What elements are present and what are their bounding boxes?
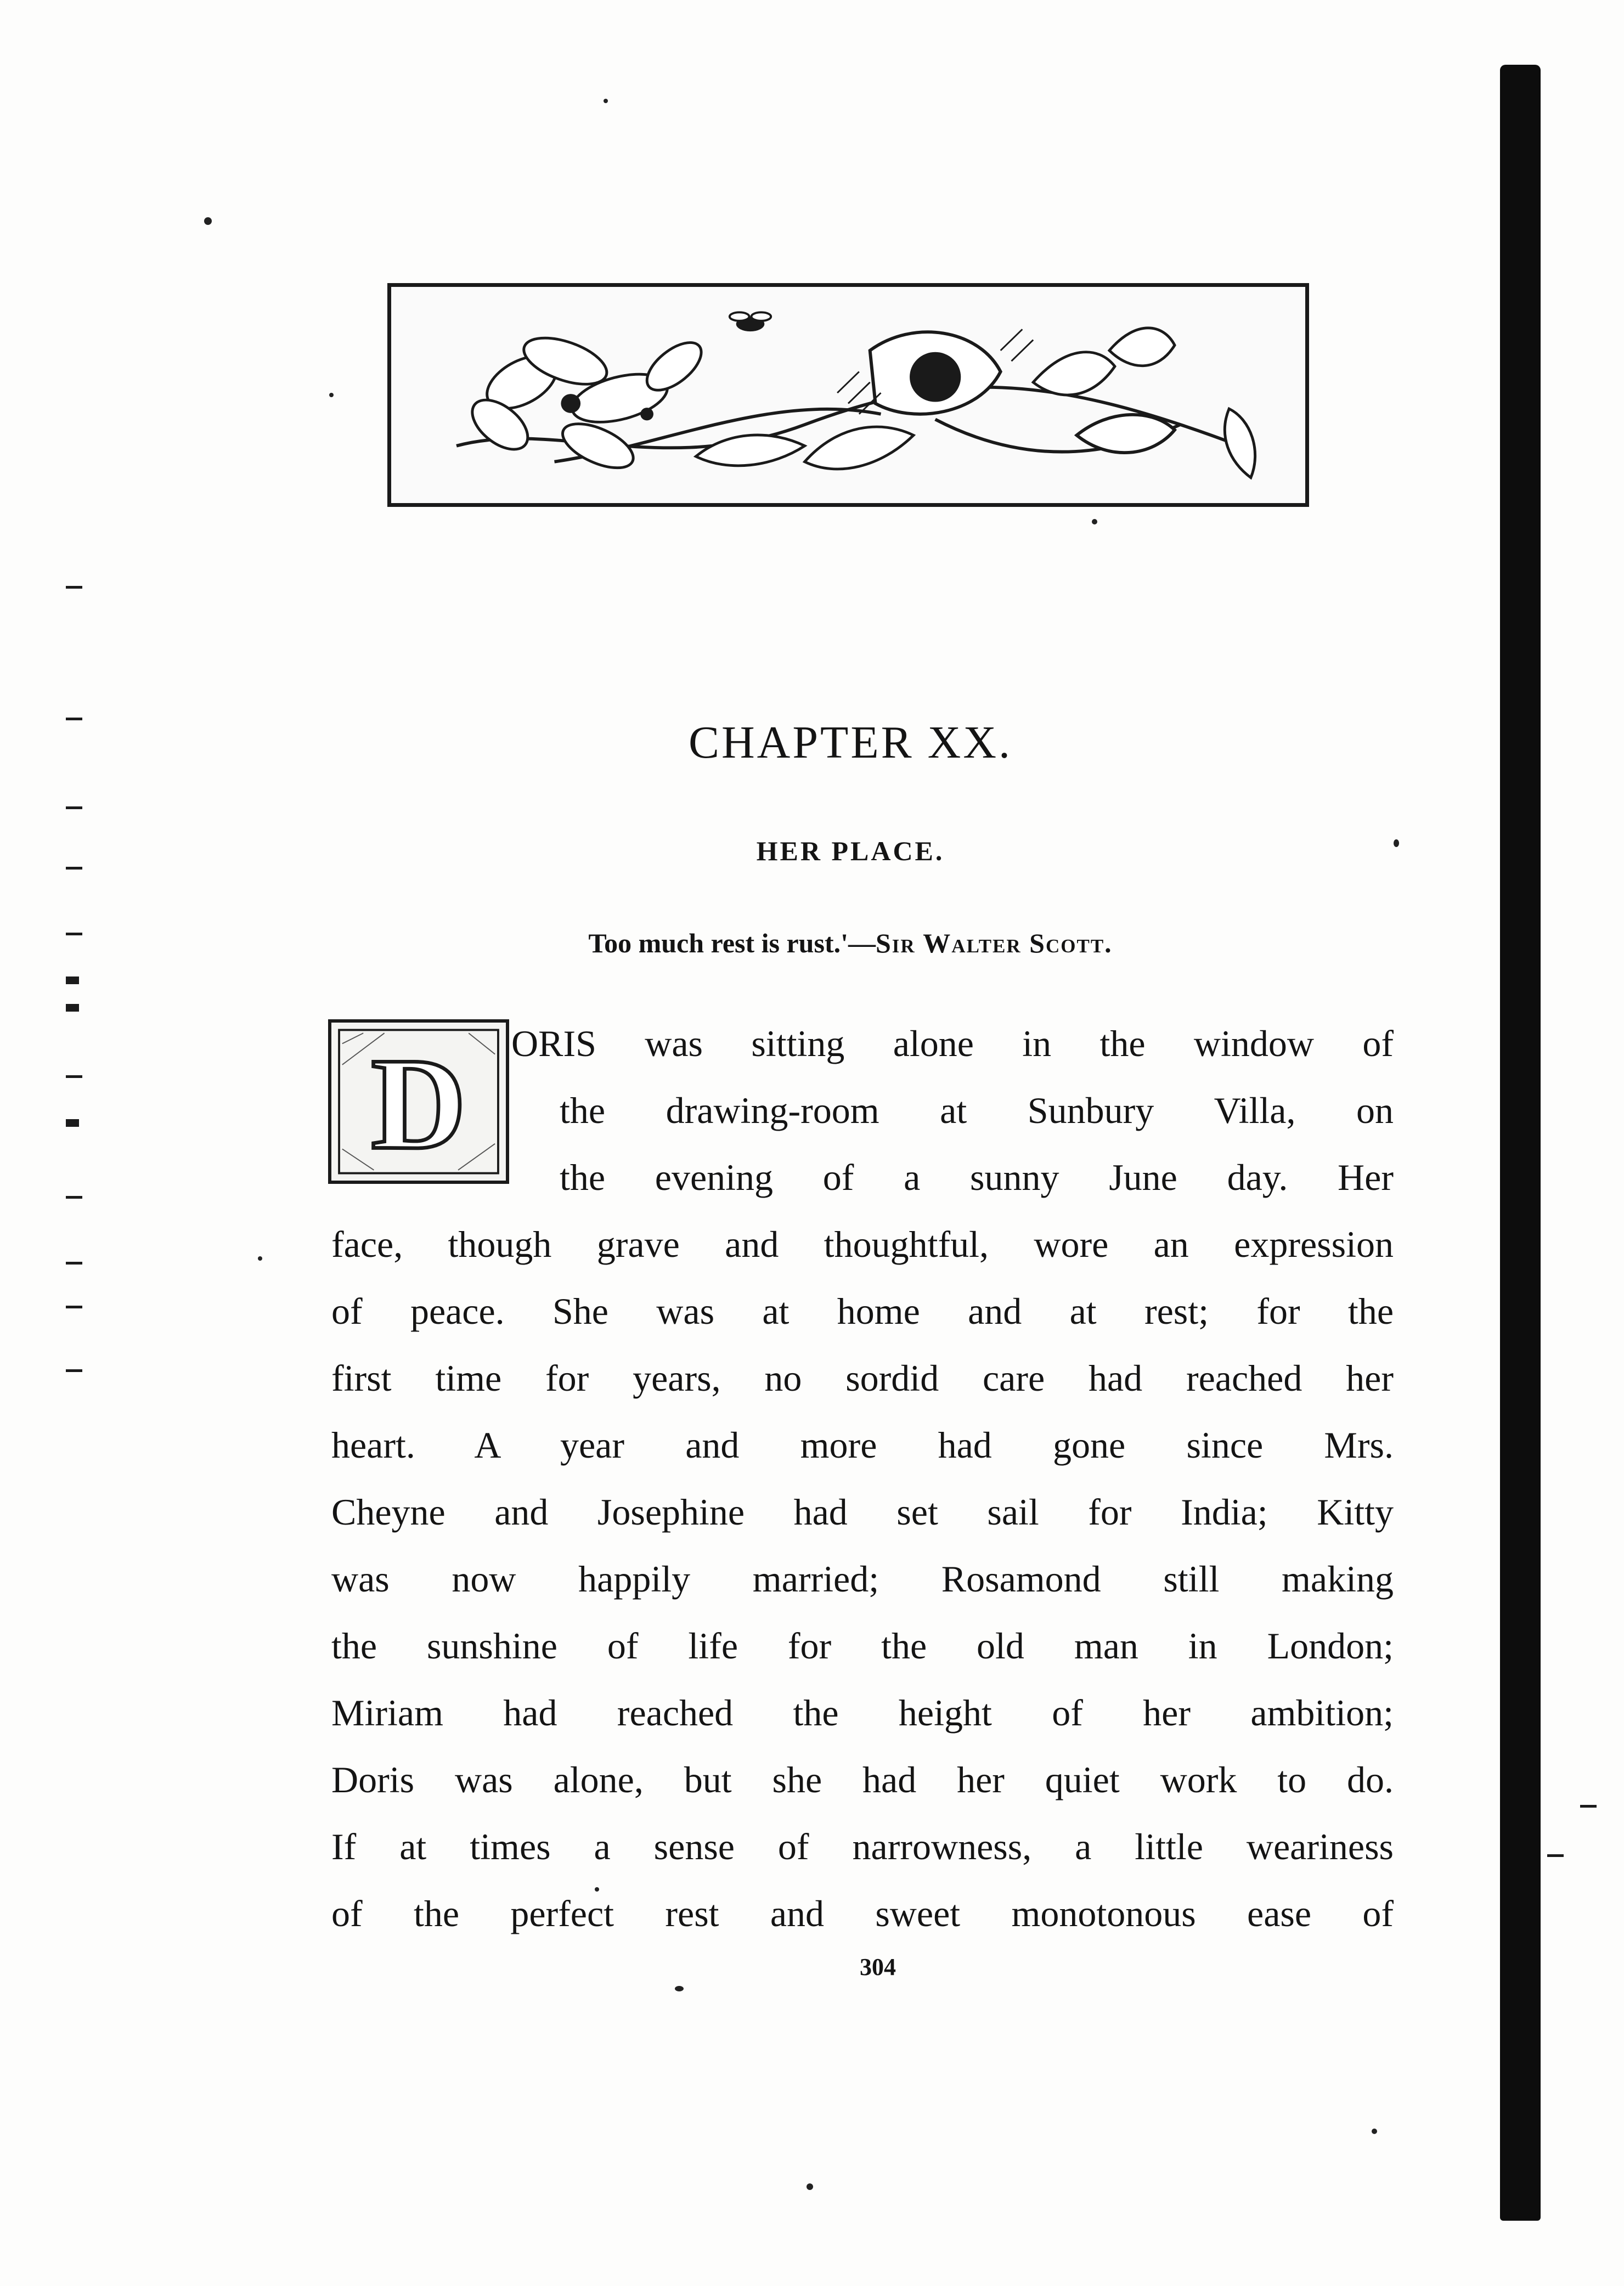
- drop-cap-letter: D: [371, 1030, 466, 1177]
- margin-mark: [66, 718, 82, 720]
- epigraph: [384, 927, 1317, 959]
- ink-speck: [258, 1256, 262, 1261]
- margin-mark: [66, 1004, 79, 1012]
- body-line: face, though grave and thoughtful, wore an expression: [331, 1223, 1394, 1265]
- page-number: 304: [860, 1954, 896, 1980]
- margin-mark: [66, 1369, 82, 1372]
- body-line: Cheyne and Josephine had set sail for India; Kitty: [331, 1491, 1394, 1533]
- margin-mark: [66, 1262, 82, 1265]
- margin-mark: [66, 867, 82, 870]
- margin-mark: [66, 1075, 82, 1078]
- ink-speck: [807, 2183, 813, 2190]
- page-edge-shadow: [1500, 65, 1541, 2221]
- margin-mark: [66, 586, 82, 589]
- ink-speck: [1394, 839, 1399, 847]
- body-line: was now happily married; Rosamond still making: [331, 1558, 1394, 1600]
- body-line: Doris was alone, but she had her quiet work to do.: [331, 1759, 1394, 1800]
- epigraph-quote: Too much rest is rust.'—: [588, 928, 876, 958]
- margin-mark: [66, 1196, 82, 1199]
- ink-speck: [1092, 519, 1097, 524]
- margin-mark: [66, 1119, 79, 1127]
- ink-speck: [604, 99, 608, 103]
- floral-ornament-icon: [391, 287, 1305, 503]
- body-line: of peace. She was at home and at rest; for the: [331, 1290, 1394, 1332]
- chapter-title: CHAPTER XX.: [688, 717, 1013, 768]
- ink-speck: [204, 217, 212, 225]
- ink-speck: [675, 1986, 684, 1991]
- epigraph-author: Sir Walter Scott.: [876, 928, 1113, 958]
- margin-mark: [1580, 1805, 1597, 1808]
- ink-speck: [595, 1887, 599, 1892]
- margin-mark: [66, 933, 82, 935]
- body-line: of the perfect rest and sweet monotonous ease of: [331, 1893, 1394, 1934]
- body-line: ORIS was sitting alone in the window of: [511, 1023, 1394, 1064]
- body-line: the sunshine of life for the old man in London;: [331, 1625, 1394, 1667]
- margin-mark: [66, 806, 82, 809]
- body-line: first time for years, no sordid care had reached her: [331, 1357, 1394, 1399]
- body-line: the evening of a sunny June day. Her: [560, 1156, 1394, 1198]
- body-line: the drawing-room at Sunbury Villa, on: [560, 1090, 1394, 1131]
- body-line: heart. A year and more had gone since Mrs.: [331, 1424, 1394, 1466]
- margin-mark: [66, 977, 79, 984]
- margin-mark: [66, 1306, 82, 1308]
- margin-mark: [1547, 1854, 1564, 1857]
- ink-speck: [329, 393, 334, 397]
- ornamental-letter-icon: [331, 1023, 506, 1181]
- body-line: If at times a sense of narrowness, a little weariness: [331, 1826, 1394, 1867]
- chapter-subtitle: HER PLACE.: [756, 836, 945, 866]
- floral-headpiece: [387, 283, 1309, 507]
- body-line: Miriam had reached the height of her ambition;: [331, 1692, 1394, 1734]
- drop-cap: [328, 1019, 509, 1184]
- ink-speck: [1372, 2129, 1377, 2134]
